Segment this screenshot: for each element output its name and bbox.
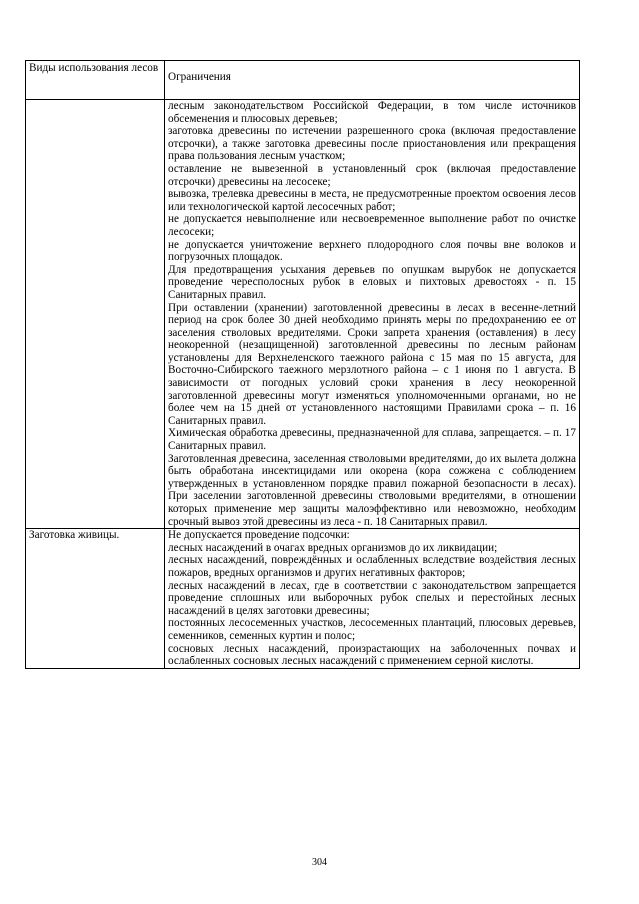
- restriction-paragraph: Химическая обработка древесины, предназначенной для сплава, запрещается. – п. 17 Санитарных правил.: [168, 427, 576, 453]
- restriction-paragraph: вывозка, трелевка древесины в места, не предусмотренные проектом освоения лесов или технологической картой лесосечных работ;: [168, 188, 576, 213]
- restriction-paragraph: лесных насаждений в лесах, где в соответствии с законодательством запрещается проведение сплошных или выборочных рубок спелых и перестойных лесных насаждений в целях заготовки древесины;: [168, 579, 576, 617]
- page-number: 304: [312, 857, 327, 868]
- restrictions-cell: [165, 529, 580, 669]
- restriction-paragraph: лесным законодательством Российской Федерации, в том числе источников обсеменения и плюсовых деревьев;: [168, 100, 576, 125]
- restriction-paragraph: заготовка древесины по истечении разрешенного срока (включая предоставление отсрочки), а также заготовка древесины после приостановления или прекращения права пользования лесным участком;: [168, 125, 576, 163]
- restriction-paragraph: не допускается невыполнение или несвоевременное выполнение работ по очистке лесосеки;: [168, 213, 576, 238]
- header-restrictions: Ограничения: [165, 61, 580, 100]
- restriction-paragraph: не допускается уничтожение верхнего плодородного слоя почвы вне волоков и погрузочных площадок.: [168, 238, 576, 264]
- row-label-resin-tapping: Заготовка живицы.: [26, 529, 165, 669]
- restriction-paragraph: При оставлении (хранении) заготовленной древесины в лесах в весенне-летний период на срок более 30 дней необходимо принять меры по предохранению ее от заселения стволовых вредителями. Сроки запрета хранения (оставления) в лесу неокоренной (незащищенной) заготовленной древесины по лесным районам установлены для Верхнеленского таежного района с 15 мая по 15 августа, для Восточно-Сибирского таежного мерзлотного района – с 1 июня по 1 августа. В зависимости от погодных условий сроки хранения в лесу неокоренной заготовленной древесины могут изменяться уполномоченными органами, но не более чем на 15 дней от установленного настоящими Правилами срока – п. 16 Санитарных правил.: [168, 301, 576, 427]
- restriction-paragraph: Не допускается проведение подсочки:: [168, 529, 350, 542]
- restriction-paragraph: Заготовленная древесина, заселенная стволовыми вредителями, до их вылета должна быть обработана инсектицидами или окорена (кора сожжена с соблюдением утвержденных в установленном порядке правил пожарной безопасности в лесах). При заселении заготовленной древесины стволовыми вредителями, в отношении которых применение мер защиты малоэффективно или невозможно, необходим срочный вывоз этой древесины из леса - п. 18 Санитарных правил.: [168, 452, 576, 528]
- restriction-paragraph: постоянных лесосеменных участков, лесосеменных плантаций, плюсовых деревьев, семенников, семенных куртин и полос;: [168, 617, 576, 642]
- restriction-paragraph: оставление не вывезенной в установленный срок (включая предоставление отсрочки) древесины на лесосеке;: [168, 162, 576, 188]
- restrictions-table: [25, 60, 580, 669]
- header-forest-use-types: Виды использования лесов: [26, 61, 165, 100]
- table-row: [26, 100, 580, 529]
- row-label: [26, 100, 165, 529]
- restriction-paragraph: сосновых лесных насаждений, произрастающих на заболоченных почвах и ослабленных сосновых лесных насаждений с применением серной кислоты.: [168, 642, 576, 668]
- restrictions-cell: [165, 100, 580, 529]
- table-row: [26, 529, 580, 669]
- restriction-paragraph: лесных насаждений, повреждённых и ослабленных вследствие воздействия лесных пожаров, вредных организмов и других негативных факторов;: [168, 554, 576, 579]
- restriction-paragraph: Для предотвращения усыхания деревьев по опушкам вырубок не допускается проведение чересполосных рубок в еловых и пихтовых древостоях - п. 15 Санитарных правил.: [168, 263, 576, 301]
- table-header-row: [26, 61, 580, 100]
- restriction-paragraph: лесных насаждений в очагах вредных организмов до их ликвидации;: [168, 541, 498, 554]
